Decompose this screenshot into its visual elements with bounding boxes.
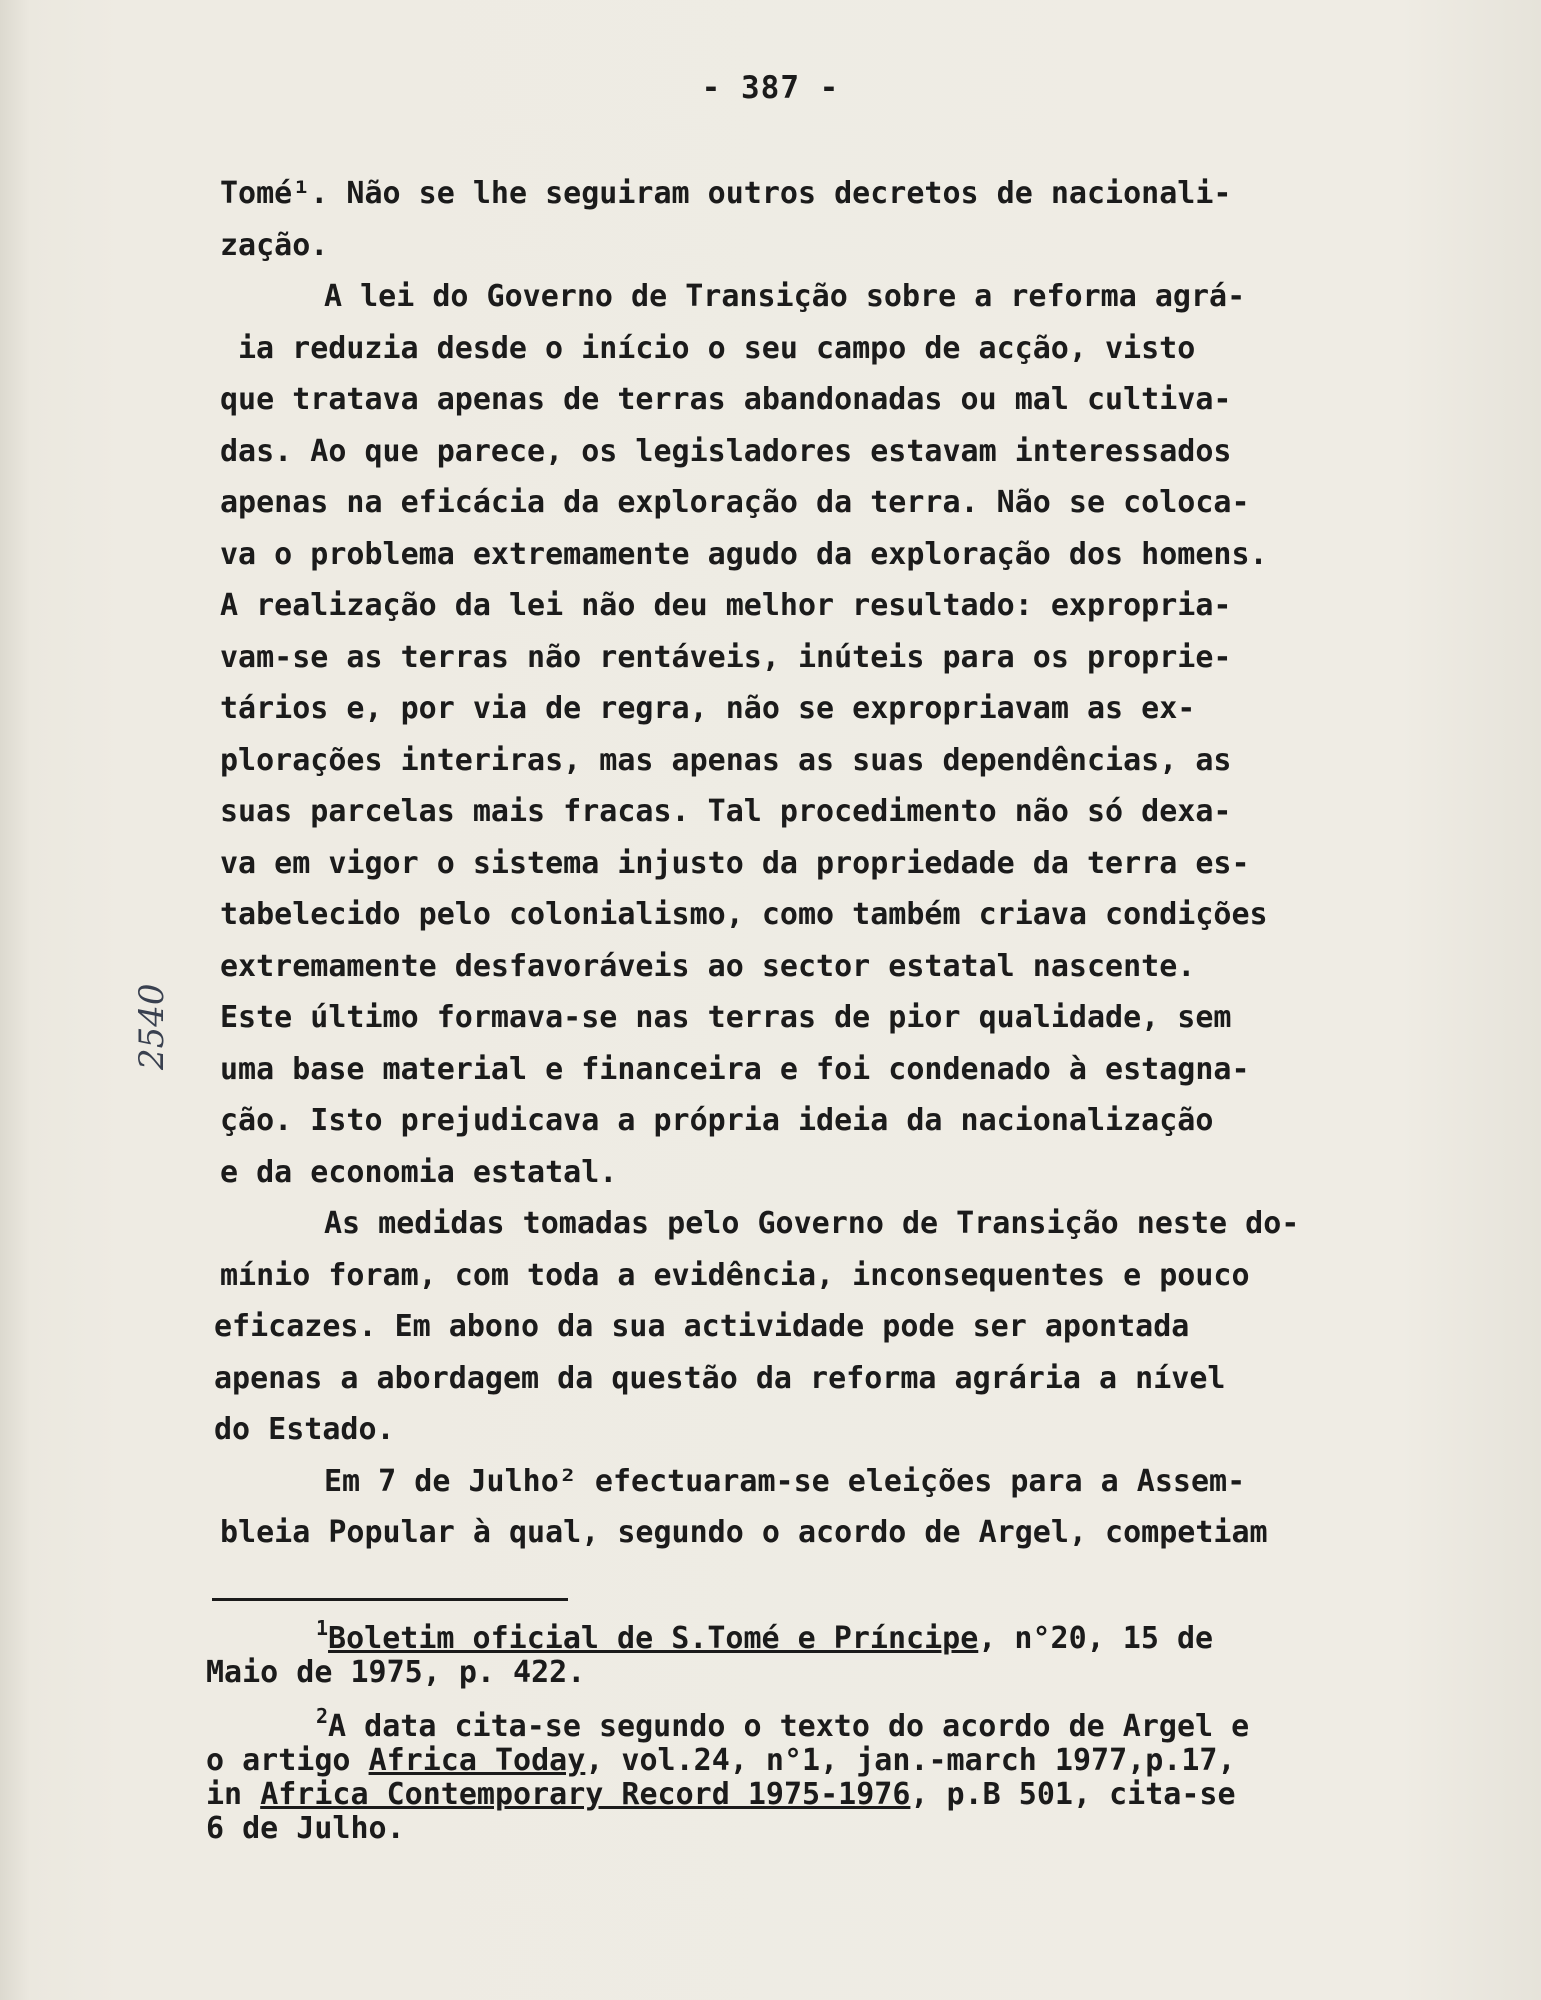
footnote-separator — [212, 1598, 568, 1601]
footnotes — [206, 1616, 1456, 1846]
text-line: extremamente desfavoráveis ao sector estatal nascente. — [220, 948, 1196, 984]
footnote-1-line-1 — [206, 1616, 1456, 1656]
text-line: plorações interiras, mas apenas as suas dependências, as — [220, 742, 1232, 778]
footnote-source-title: Africa Contemporary Record 1975-1976 — [260, 1777, 911, 1812]
text-line: A realização da lei não deu melhor resultado: expropria- — [220, 588, 1232, 623]
footnote-text: , p.B 501, cita-se — [910, 1777, 1236, 1812]
text-line: Este último formava-se nas terras de pior qualidade, sem — [220, 1000, 1232, 1035]
footnote-text: , vol.24, n°1, jan.-march 1977,p.17, — [585, 1743, 1236, 1778]
footnote-1-line-2: Maio de 1975, p. 422. — [206, 1655, 586, 1690]
text-line: ia reduzia desde o início o seu campo de acção, visto — [238, 330, 1196, 366]
footnote-2-line-3 — [206, 1778, 1456, 1812]
text-line: mínio foram, com toda a evidência, inconsequentes e pouco — [220, 1257, 1250, 1293]
text-line: As medidas tomadas pelo Governo de Transição neste do- — [324, 1206, 1300, 1241]
text-line: va o problema extremamente agudo da exploração dos homens. — [220, 536, 1268, 572]
text-line: e da economia estatal. — [220, 1154, 618, 1190]
text-line: ção. Isto prejudicava a própria ideia da nacionalização — [220, 1103, 1214, 1138]
footnote-source-title: Africa Today — [368, 1743, 586, 1778]
text-line: zação. — [220, 227, 329, 263]
footnote-2-line-4: 6 de Julho. — [206, 1811, 405, 1846]
text-line: das. Ao que parece, os legisladores estavam interessados — [220, 433, 1232, 469]
text-line: do Estado. — [214, 1412, 395, 1447]
text-line: tários e, por via de regra, não se expropriavam as ex- — [220, 691, 1196, 726]
text-line: eficazes. Em abono da sua actividade pode ser apontada — [214, 1309, 1190, 1344]
handwritten-margin-note: 2540 — [132, 983, 172, 1070]
text-line: tabelecido pelo colonialismo, como também criava condições — [220, 897, 1268, 932]
text-line: apenas a abordagem da questão da reforma agrária a nível — [214, 1360, 1226, 1396]
footnote-2-line-2 — [206, 1744, 1456, 1778]
text-line: Em 7 de Julho² efectuaram-se eleições para a Assem- — [324, 1463, 1246, 1499]
footnote-text: A data cita-se segundo o texto do acordo de Argel e — [328, 1709, 1250, 1744]
footnote-text: in — [206, 1777, 261, 1812]
footnote-2-line-1 — [206, 1704, 1456, 1744]
text-line: A lei do Governo de Transição sobre a reforma agrá- — [324, 279, 1246, 314]
text-line: va em vigor o sistema injusto da propriedade da terra es- — [220, 845, 1250, 881]
text-line: vam-se as terras não rentáveis, inúteis para os proprie- — [220, 639, 1232, 675]
text-line: que tratava apenas de terras abandonadas ou mal cultiva- — [220, 382, 1232, 417]
text-line: suas parcelas mais fracas. Tal procedimento não só dexa- — [220, 794, 1232, 829]
footnote-source-title: Boletim oficial de S.Tomé e Príncipe — [328, 1621, 979, 1656]
footnote-text: o artigo — [206, 1743, 369, 1778]
footnote-marker: 1 — [316, 1616, 329, 1640]
footnote-text: , n°20, 15 de — [978, 1621, 1214, 1656]
text-line: apenas na eficácia da exploração da terra. Não se coloca- — [220, 485, 1250, 520]
text-line: bleia Popular à qual, segundo o acordo de Argel, competiam — [220, 1515, 1268, 1550]
page-number: - 387 - — [701, 70, 840, 106]
text-line: uma base material e financeira e foi condenado à estagna- — [220, 1051, 1250, 1087]
footnote-marker: 2 — [316, 1704, 329, 1728]
body-text — [214, 168, 1450, 1559]
text-line: Tomé¹. Não se lhe seguiram outros decretos de nacionali- — [220, 176, 1232, 211]
